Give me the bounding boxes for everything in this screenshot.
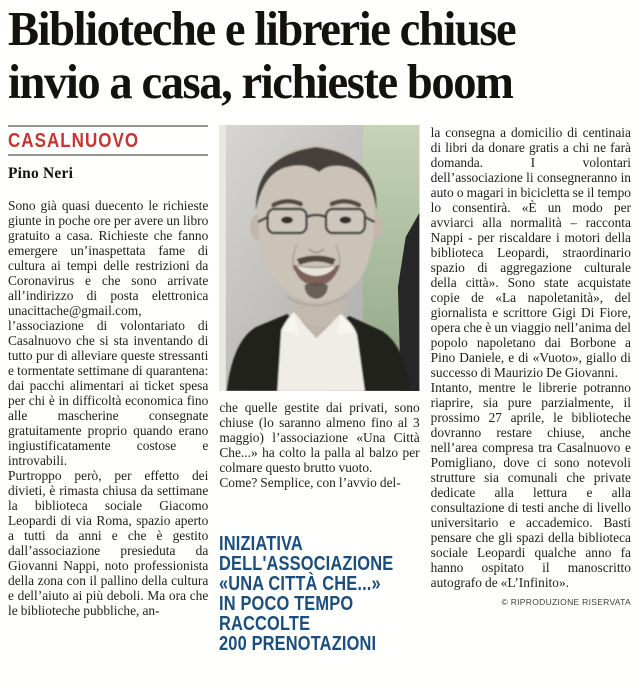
- headline: [8, 2, 600, 108]
- pull-quote-line: INIZIATIVA: [219, 533, 304, 555]
- pull-quote-line: 200 PRENOTAZIONI: [219, 633, 377, 655]
- pull-quote-line: «UNA CITTÀ CHE...»: [219, 573, 382, 595]
- paragraph: Purtroppo però, per effetto dei divieti, è rimasta chiusa da settimane la biblioteca sociale Giacomo Leopardi di via Roma, spazio aperto a tutti da anni e che è gestito dall’associazione presieduta da Giovanni Nappi, noto professionista della zona con il pallino della cultura e dell’aiuto ai più deboli. Ma ora che le biblioteche pubbliche, an-: [8, 468, 209, 618]
- column-right: [431, 125, 631, 654]
- article-columns: [8, 125, 631, 654]
- pull-quote-line: IN POCO TEMPO: [219, 593, 354, 615]
- section-kicker: CASALNUOVO: [8, 130, 140, 152]
- kicker-rule-bottom: [8, 154, 208, 156]
- paragraph: Sono già quasi duecento le richieste giunte in poche ore per avere un libro gratuito a casa. Richieste che fanno emergere un’inaspettata fame di cultura ai tempi delle restrizioni da Coronavirus e che sono arrivate all’indirizzo di posta elettronica unacittache@gmail.com, l’associazione di volontariato di Casalnuovo che si sta inventando di tutto pur di alleviare queste stressanti e tormentate settimane di quarantena: dai pacchi alimentari ai ticket spesa per chi è in difficoltà economica fino alle mascherine consegnate gratuitamente proprio quando erano ingiustificatamente costose e introvabili.: [8, 198, 209, 468]
- byline: Pino Neri: [8, 165, 74, 182]
- pull-quote-line: DELL'ASSOCIAZIONE: [219, 553, 394, 575]
- column-left: [8, 125, 208, 654]
- pull-quote: [219, 533, 394, 655]
- headline-line-2: invio a casa, richieste boom: [8, 54, 513, 109]
- paragraph: la consegna a domicilio di centinaia di libri da donare gratis a chi ne farà domanda. I volontari dell’associazione li consegneranno in auto o magari in bicicletta se il tempo lo consentirà. «È un modo per avviarci alla normalità – racconta Nappi - per riscaldare i motori della biblioteca Leopardi, straordinario spazio di aggregazione culturale della città». Sono state acquistate copie de «La napoletanità», del giornalista e scrittore Gigi Di Fiore, opera che è un viaggio nell’anima del popolo napoletano dai Borbone a Pino Daniele, e di «Vuoto», giallo di successo di Maurizio De Giovanni.: [430, 125, 631, 380]
- column-middle: [219, 125, 419, 654]
- paragraph: Come? Semplice, con l’avvio del-: [219, 475, 401, 490]
- paragraph: che quelle gestite dai privati, sono chiuse (lo saranno almeno fino al 3 maggio) l’associazione «Una Città Che...» ha colto la palla al balzo per colmare questo brutto vuoto.: [219, 400, 420, 475]
- pull-quote-line: RACCOLTE: [219, 613, 311, 635]
- headline-line-1: Biblioteche e librerie chiuse: [8, 1, 516, 56]
- paragraph: Intanto, mentre le librerie potranno riaprire, sia pure parzialmente, il prossimo 27 aprile, le biblioteche dovranno restare chiuse, anche nell’area compresa tra Casalnuovo e Pomigliano, dove ci sono notevoli strutture sia comunali che private dedicate alla lettura e alla consultazione di testi anche di livello universitario e accademico. Basti pensare che gli spazi della biblioteca sociale Leopardi qualche anno fa hanno ospitato il manoscritto autografo de «L’Infinito».: [430, 380, 631, 590]
- portrait-photo: [219, 125, 419, 391]
- portrait-photo-image: [219, 125, 419, 391]
- copyright-notice: © RIPRODUZIONE RISERVATA: [501, 597, 631, 607]
